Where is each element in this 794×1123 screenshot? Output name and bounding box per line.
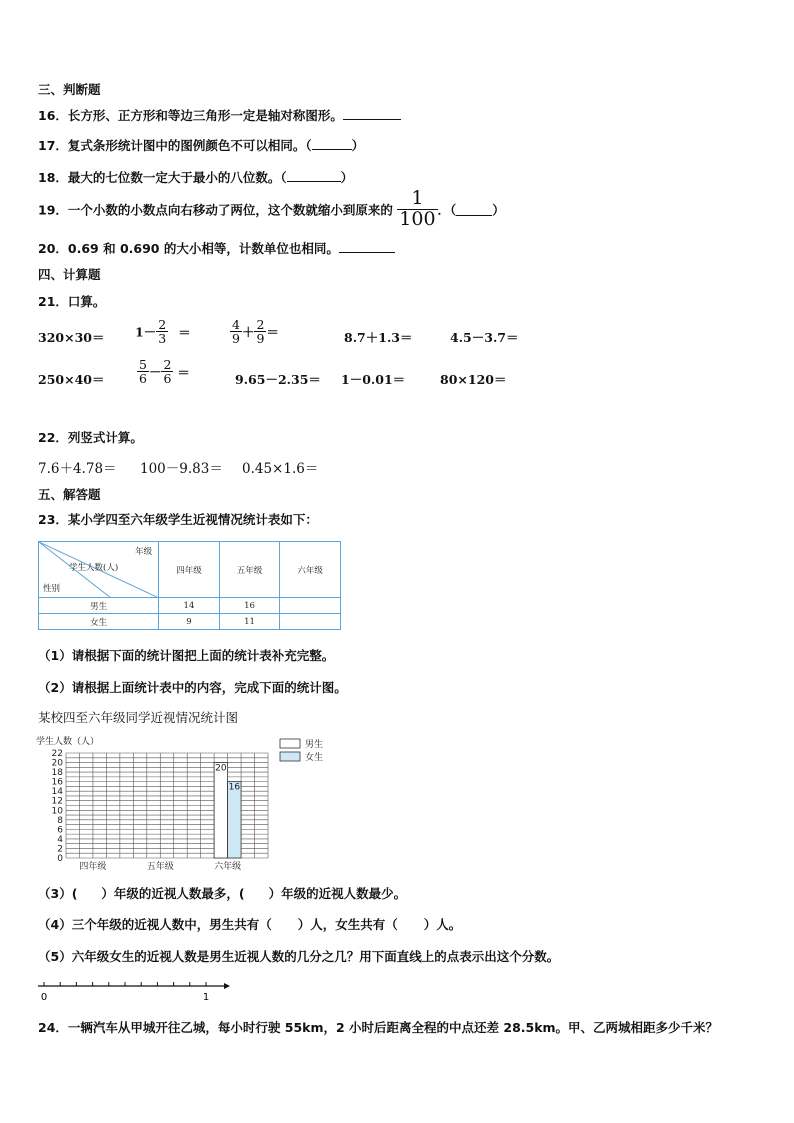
fraction [230,318,242,345]
table-cell: 14 [159,598,220,614]
bar-data-label: 20 [215,763,227,774]
y-tick-label: 0 [57,854,63,864]
calc-operator: － [148,364,162,380]
legend-label: 女生 [305,753,324,763]
table-header-grade5: 五年级 [219,542,280,598]
fraction [137,358,149,385]
legend-swatch [280,752,300,761]
fraction-numerator: 2 [163,357,172,372]
x-tick-label: 五年级 [146,862,174,872]
bar-chart [34,733,344,873]
question-19 [38,189,505,230]
question-19-text: 19．一个小数的小数点向右移动了两位，这个数就缩小到原来的 [38,202,393,218]
answer-blank-3a[interactable] [77,886,101,898]
bar-data-label: 16 [228,782,241,793]
chart-title: 某校四至六年级同学近视情况统计图 [38,710,239,725]
chart-y-ticks [52,749,64,864]
chart-ylabel: 学生人数（人） [36,737,100,747]
sub-question-1: （1）请根据下面的统计图把上面的统计表补充完整。 [38,648,335,663]
chart-x-labels [79,860,241,872]
fraction-denominator: 6 [139,371,147,387]
y-tick-label: 2 [57,844,63,855]
x-tick-label: 四年级 [79,862,107,872]
fraction-denominator: 9 [232,331,240,347]
question-19-tail: ．（ [437,202,457,218]
corner-label-grade: 年级 [135,547,153,557]
calc-equals: ＝ [178,324,191,340]
calc-five-sixths-minus-two-sixths [137,358,190,385]
calc-9.65-minus-2.35: 9.65－2.35＝ [235,372,321,387]
table-cell: 9 [159,614,220,630]
legend-swatch [280,739,300,748]
table-row-boys [39,598,341,614]
answer-blank-16[interactable] [343,107,401,120]
y-tick-label: 4 [57,834,63,845]
table-cell-blank[interactable] [280,614,341,630]
y-tick-label: 16 [51,777,63,788]
legend-label: 男生 [305,740,324,750]
calc-4.5-minus-3.7: 4.5－3.7＝ [450,330,519,345]
question-17 [38,136,364,154]
sub-question-4-text: （4）三个年级的近视人数中，男生共有（ [38,917,272,932]
table-header-grade4: 四年级 [159,542,220,598]
question-21: 21．口算。 [38,294,106,309]
vertical-calc-2: 100－9.83＝ [140,461,223,477]
calc-four-ninths-plus-two-ninths [230,318,279,345]
y-tick-label: 20 [51,758,63,769]
number-line[interactable] [36,978,236,1004]
question-18-close: ） [340,170,354,185]
y-tick-label: 22 [51,749,63,759]
y-tick-label: 8 [57,815,63,826]
calc-equals: ＝ [177,364,190,380]
answer-blank-18[interactable] [287,169,341,182]
number-line-zero: 0 [40,992,48,1003]
answer-blank-4a[interactable] [272,917,298,929]
table-cell: 16 [219,598,280,614]
question-22: 22．列竖式计算。 [38,430,143,445]
y-tick-label: 14 [51,787,63,798]
calc-250x40: 250×40＝ [38,372,105,387]
vertical-calc-3: 0.45×1.6＝ [242,461,319,477]
question-16 [38,106,401,124]
answer-blank-17[interactable] [312,137,352,150]
table-row-label: 男生 [39,598,159,614]
calc-1-minus-two-thirds [135,318,191,345]
answer-blank-20[interactable] [339,240,395,253]
table-cell: 11 [219,614,280,630]
y-tick-label: 6 [57,825,63,836]
chart-legend [280,738,323,763]
table-row-girls [39,614,341,630]
question-23: 23．某小学四至六年级学生近视情况统计表如下： [38,512,318,527]
answer-blank-19[interactable] [456,203,492,216]
y-tick-label: 18 [51,768,63,779]
fraction-numerator: 4 [232,317,240,332]
sub-question-3-text: （3）( [38,886,78,901]
sub-question-5: （5）六年级女生的近视人数是男生近视人数的几分之几？用下面直线上的点表示出这个分数。 [38,949,560,964]
section-title-problems: 五、解答题 [38,487,101,502]
vertical-calc-1: 7.6＋4.78＝ [38,461,117,477]
fraction-denominator: 3 [158,331,167,347]
calc-operator: ＋ [241,324,255,340]
number-line-one: 1 [202,992,210,1003]
calc-80x120: 80×120＝ [440,372,507,387]
question-20-text: 20．0.69 和 0.690 的大小相等，计数单位也相同。 [38,241,339,256]
fraction-one-hundredth [397,189,437,230]
fraction [254,318,266,345]
question-17-close: ） [351,138,365,153]
fraction-numerator: 2 [158,317,167,332]
question-20 [38,239,395,257]
fraction-denominator: 9 [256,331,265,347]
table-corner-cell [39,542,159,598]
answer-blank-3b[interactable] [245,886,269,898]
section-title-calculation: 四、计算题 [38,267,101,282]
sub-question-2: （2）请根据上面统计表中的内容，完成下面的统计图。 [38,680,347,695]
section-title-judgement: 三、判断题 [38,82,101,97]
fraction-denominator: 6 [163,371,172,387]
calc-1-minus-0.01: 1－0.01＝ [341,372,406,387]
table-header-grade6: 六年级 [280,542,341,598]
y-tick-label: 10 [51,806,63,817]
question-24: 24．一辆汽车从甲城开往乙城，每小时行驶 55km，2 小时后距离全程的中点还差 28.5km。甲、乙两城相距多少千米？ [38,1020,719,1035]
sub-question-3 [38,884,406,902]
sub-question-4 [38,915,461,933]
fraction [161,358,173,385]
y-tick-label: 12 [51,796,63,807]
table-row-label: 女生 [39,614,159,630]
bar-男生 [214,763,227,858]
fraction-numerator: 2 [256,317,265,332]
x-tick-label: 六年级 [214,862,242,872]
calc-320x30: 320×30＝ [38,330,105,345]
corner-label-gender: 性别 [43,584,61,594]
fraction [156,318,168,345]
answer-blank-4b[interactable] [398,917,424,929]
fraction-numerator: 1 [411,187,424,209]
sub-question-3-text: ）年级的近视人数最多，( [101,886,245,901]
calc-text: 1－ [135,324,157,340]
statistics-table [38,541,341,630]
fraction-denominator: 100 [399,207,436,230]
corner-label-count: 学生人数(人) [69,563,119,573]
sub-question-4-text: ）人。 [423,917,462,932]
question-16-text: 16．长方形、正方形和等边三角形一定是轴对称图形。 [38,108,343,123]
table-cell-blank[interactable] [280,598,341,614]
question-18-text: 18．最大的七位数一定大于最小的八位数。（ [38,170,287,185]
calc-8.7-plus-1.3: 8.7＋1.3＝ [344,330,413,345]
fraction-numerator: 5 [139,357,147,372]
sub-question-3-text: ）年级的近视人数最少。 [268,886,407,901]
question-17-text: 17．复式条形统计图中的图例颜色不可以相同。（ [38,138,312,153]
question-19-close: ） [492,202,505,218]
question-18 [38,168,353,186]
bar-女生 [228,782,241,858]
calc-equals: ＝ [266,324,279,340]
sub-question-4-text: ）人，女生共有（ [297,917,398,932]
